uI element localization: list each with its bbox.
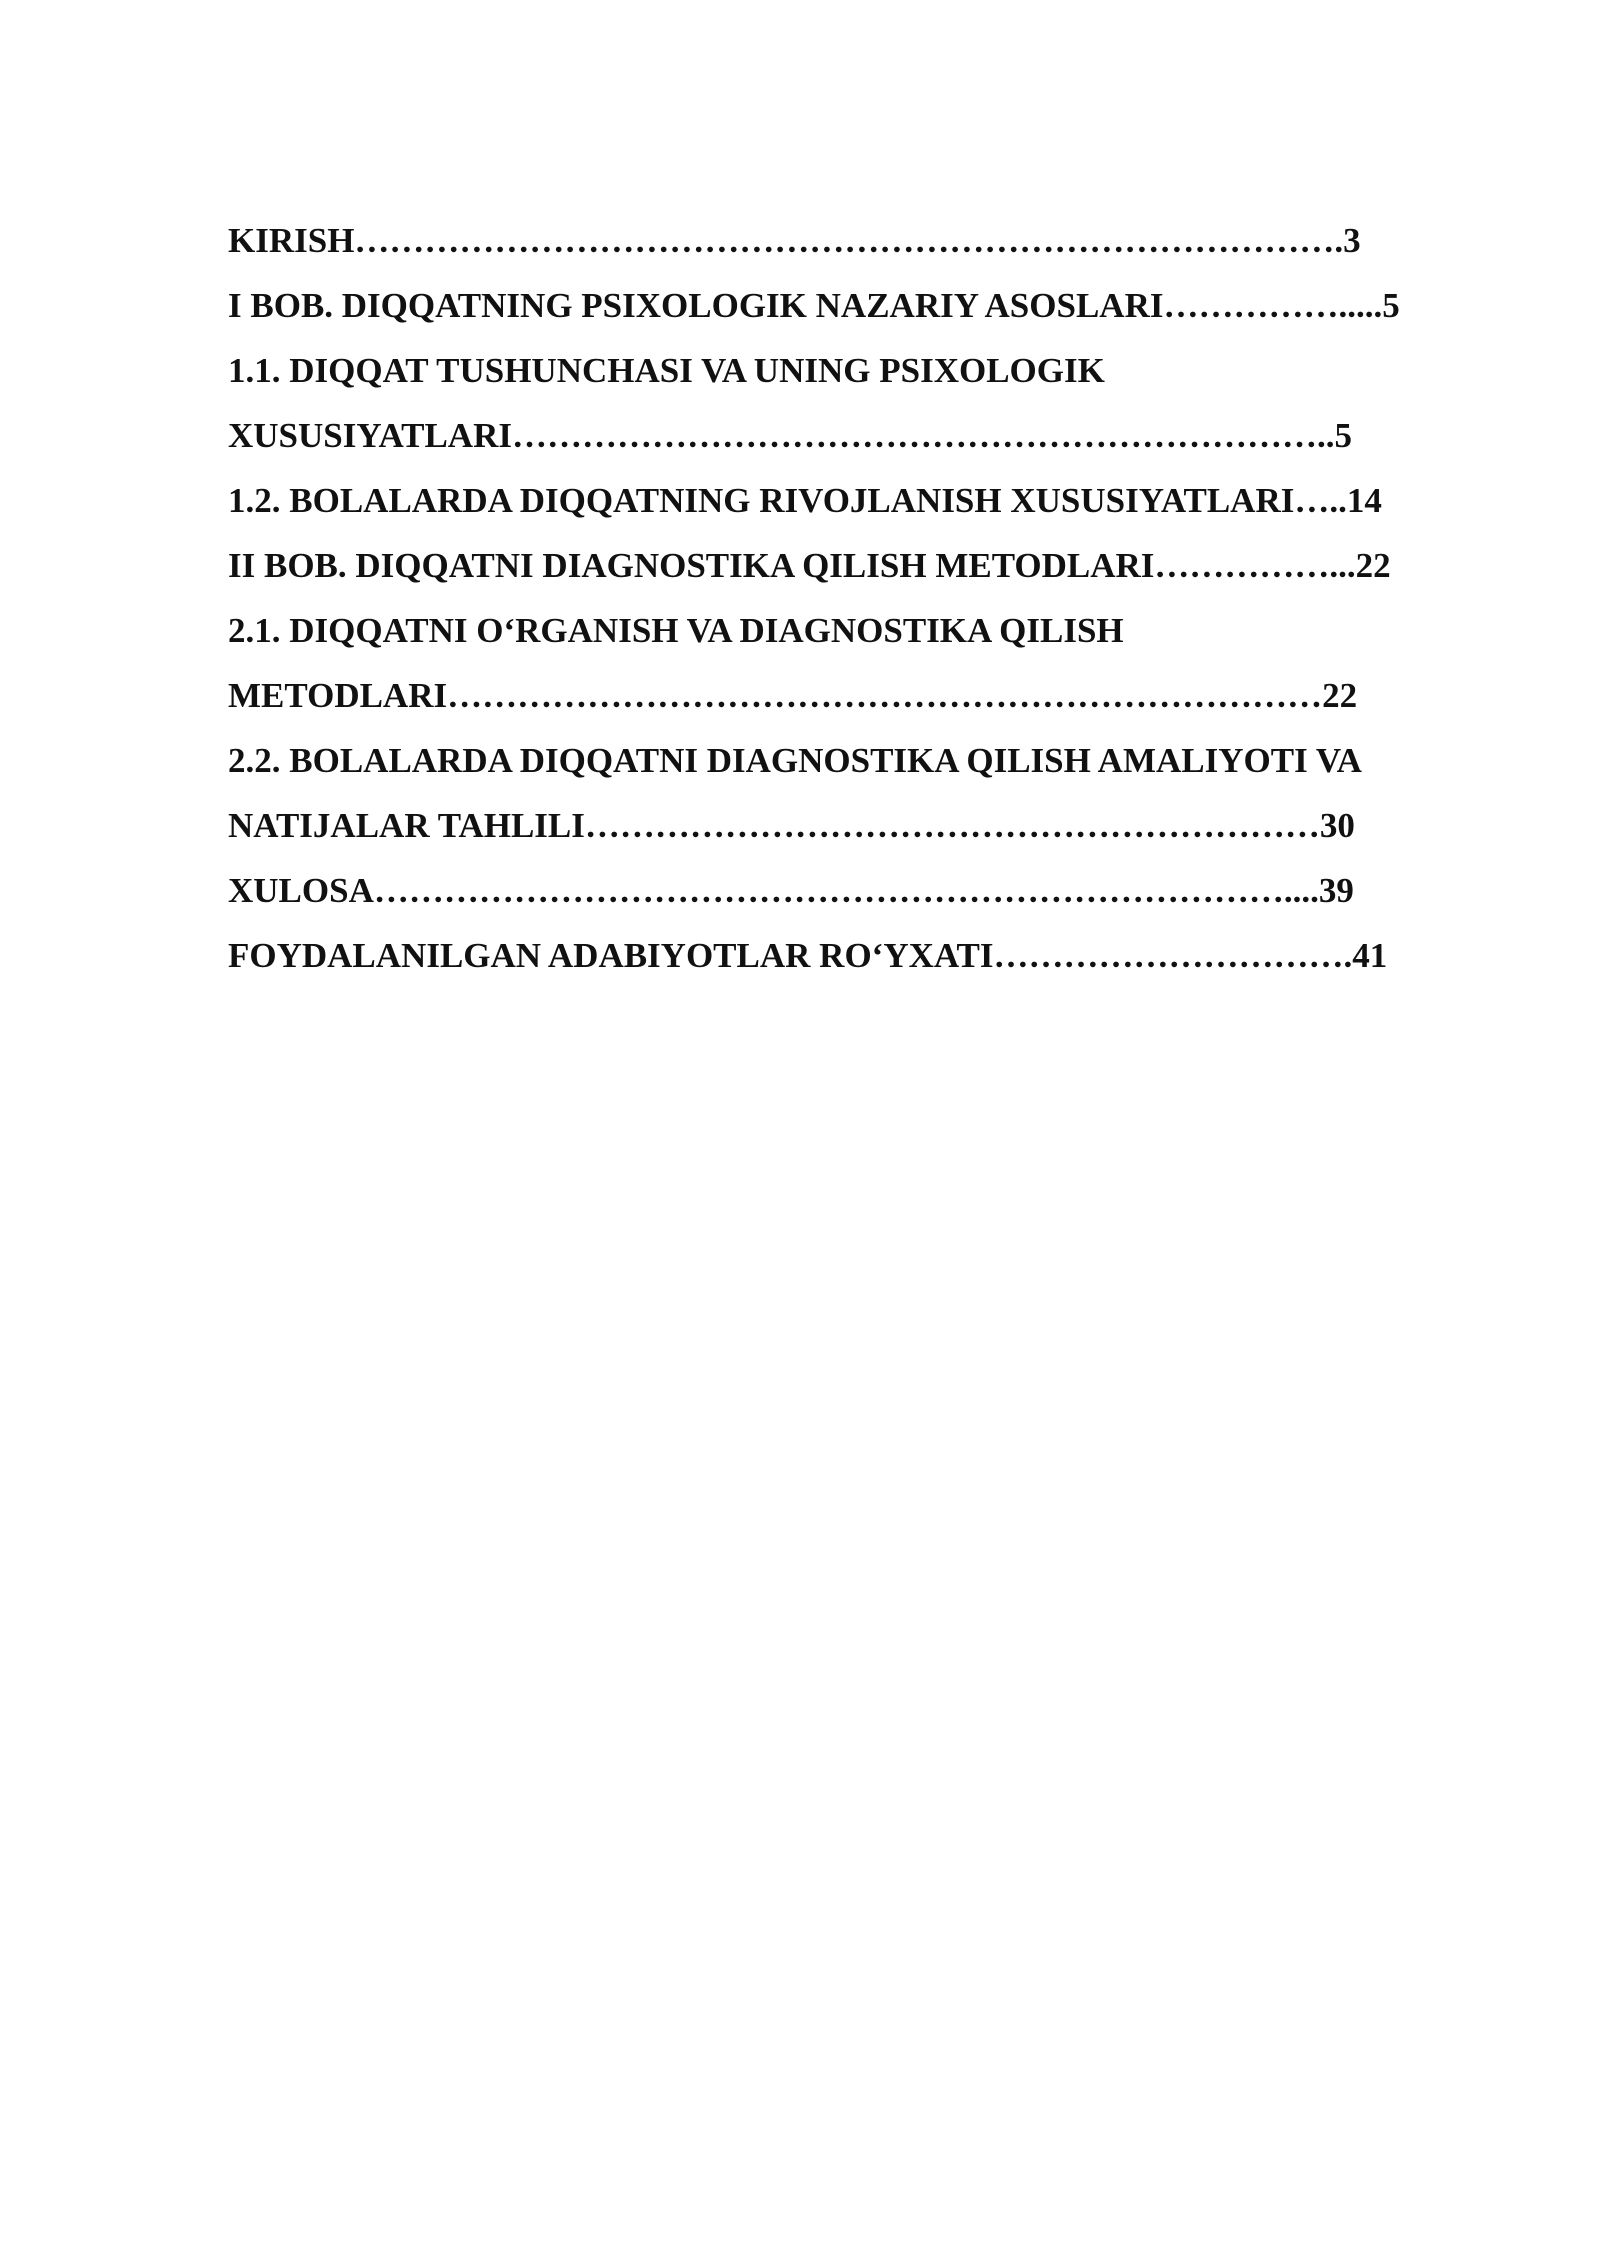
toc-entry-chapter-2: II BOB. DIQQATNI DIAGNOSTIKA QILISH METODLARI……………...22: [228, 546, 1391, 585]
toc-entry-section-1-1: 1.1. DIQQAT TUSHUNCHASI VA UNING PSIXOLOGIK: [228, 351, 1105, 390]
table-of-contents: [228, 208, 1488, 988]
toc-entry-xulosa: XULOSA……………………………………………………………………....39: [228, 871, 1354, 910]
toc-entry-section-2-1: 2.1. DIQQATNI O‘RGANISH VA DIAGNOSTIKA QILISH: [228, 611, 1124, 650]
toc-entry-section-2-1-cont: METODLARI…………………………………………………………………22: [228, 676, 1358, 715]
toc-entry-chapter-1: I BOB. DIQQATNING PSIXOLOGIK NAZARIY ASOSLARI…………….....5: [228, 286, 1400, 325]
toc-entry-section-2-2-cont: NATIJALAR TAHLILI………………………………………………………30: [228, 806, 1355, 845]
toc-entry-kirish: KIRISH………………………………………………………………………….3: [228, 221, 1361, 260]
toc-entry-section-1-2: 1.2. BOLALARDA DIQQATNING RIVOJLANISH XUSUSIYATLARI…..14: [228, 481, 1382, 520]
toc-entry-section-1-1-cont: XUSUSIYATLARI……………………………………………………………..5: [228, 416, 1352, 455]
toc-entry-references: FOYDALANILGAN ADABIYOTLAR RO‘YXATI………………………….41: [228, 936, 1388, 975]
toc-entry-section-2-2: 2.2. BOLALARDA DIQQATNI DIAGNOSTIKA QILISH AMALIYOTI VA: [228, 741, 1362, 780]
